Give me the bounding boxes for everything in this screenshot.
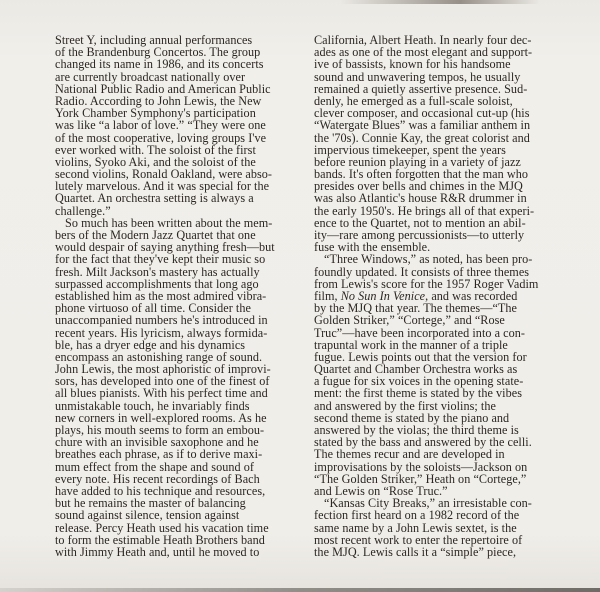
- line-text: Radio. According to John Lewis, the New: [55, 93, 262, 108]
- line-text: denly, he emerged as a full-scale soloist,: [314, 93, 513, 108]
- line-text: established him as the most admired vibra-: [55, 288, 267, 303]
- line-text: all blues pianists. With his perfect time and: [55, 386, 268, 401]
- line-text: second violins, Ronald Oakland, were abso-: [55, 167, 273, 182]
- line-text: are currently broadcast nationally over: [55, 69, 246, 84]
- line-text: plays, his mouth seems to form an embou-: [55, 423, 265, 437]
- line-text: , and was recorded: [425, 288, 518, 303]
- line-text: by the MJQ that year. The themes—“The: [314, 301, 518, 316]
- line-text: encompass an astonishing range of sound.: [55, 349, 263, 364]
- line-text: with Jimmy Heath and, until he moved to: [55, 544, 260, 559]
- line-text: a fugue for six voices in the opening state-: [314, 374, 524, 389]
- line-text: challenge.”: [55, 203, 111, 218]
- line-text: sors, has developed into one of the finest of: [55, 374, 270, 389]
- line-text: film,: [314, 288, 341, 303]
- page-edge-shadow: [340, 0, 540, 4]
- line-text: ble, has a dryer edge and his dynamics: [55, 337, 246, 352]
- line-text: ity—rare among percussionists—to utterly: [314, 228, 525, 242]
- line-text: Quartet. An orchestra setting is always a: [55, 191, 254, 206]
- line-text: The themes recur and are developed in: [314, 447, 505, 462]
- text-line: [314, 546, 554, 558]
- line-text: same name by a John Lewis sextet, is the: [314, 520, 517, 535]
- line-text: remained a quietly assertive presence. Sud-: [314, 81, 528, 96]
- line-text: York Chamber Symphony's participation: [55, 106, 256, 121]
- line-text: ever worked with. The soloist of the first: [55, 142, 256, 157]
- line-text: fection first heard on a 1982 record of the: [314, 508, 520, 523]
- line-text: the '70s). Connie Kay, the great colorist and: [314, 130, 530, 145]
- line-text: sound and unwavering tempos, he usually: [314, 69, 521, 84]
- line-text: release. Percy Heath used his vacation time: [55, 520, 269, 535]
- line-text: ades as one of the most elegant and support-: [314, 45, 533, 60]
- line-text: So much has been written about the mem-: [65, 215, 273, 230]
- line-text: breathes each phrase, as if to derive maxi-: [55, 447, 263, 462]
- line-text: fresh. Milt Jackson's mastery has actually: [55, 264, 260, 279]
- line-text: the MJQ. Lewis calls it a “simple” piece,: [314, 544, 517, 559]
- text-line: [55, 546, 295, 558]
- line-text: John Lewis, the most aphoristic of improvi-: [55, 362, 271, 377]
- line-text: unmistakable touch, he invariably finds: [55, 398, 250, 413]
- line-text: would despair of saying anything fresh—but: [55, 240, 275, 255]
- line-text: from Lewis's score for the 1957 Roger Vadim: [314, 276, 539, 291]
- line-text: of the Brandenburg Concertos. The group: [55, 45, 261, 60]
- line-text: “Kansas City Breaks,” an irresistable con-: [324, 496, 532, 511]
- line-text: Golden Striker,” “Cortege,” and “Rose: [314, 313, 505, 328]
- film-title: No Sun In Venice: [340, 288, 426, 303]
- line-text: the early 1950's. He brings all of that experi-: [314, 203, 535, 218]
- line-text: clever composer, and occasional cut-up (his: [314, 106, 530, 121]
- line-text: “The Golden Striker,” Heath on “Cortege,”: [314, 471, 527, 486]
- line-text: ive of bassists, known for his handsome: [314, 57, 511, 72]
- line-text: unaccompanied numbers he's introduced in: [55, 313, 268, 328]
- line-text: foundly updated. It consists of three themes: [314, 264, 530, 279]
- line-text: fugue. Lewis points out that the version for: [314, 349, 527, 364]
- line-text: Truc”—have been incorporated into a con-: [314, 325, 526, 340]
- line-text: every note. His recent recordings of Bach: [55, 471, 260, 486]
- line-text: lutely marvelous. And it was special for the: [55, 179, 270, 194]
- line-text: phone virtuoso of all time. Consider the: [55, 301, 251, 316]
- line-text: National Public Radio and American Public: [55, 81, 271, 96]
- line-text: trapuntal work in the manner of a triple: [314, 337, 508, 352]
- line-text: but he remains the master of balancing: [55, 496, 246, 511]
- line-text: was also Atlantic's house R&R drummer in: [314, 191, 527, 206]
- line-text: chure with an invisible saxophone and he: [55, 435, 259, 450]
- text-column-left: [55, 34, 295, 558]
- text-column-right: [314, 34, 554, 558]
- line-text: most recent work to enter the repertoire of: [314, 532, 523, 547]
- line-text: to form the estimable Heath Brothers band: [55, 532, 265, 547]
- line-text: presides over bells and chimes in the MJQ: [314, 179, 523, 194]
- page-edge-shadow: [0, 588, 600, 592]
- line-text: Quartet and Chamber Orchestra works as: [314, 362, 518, 377]
- line-text: answered by the violas; the third theme is: [314, 423, 519, 437]
- line-text: bands. It's often forgotten that the man who: [314, 167, 529, 182]
- line-text: second theme is stated by the piano and: [314, 410, 510, 425]
- line-text: surpassed accomplishments that long ago: [55, 276, 259, 291]
- line-text: fuse with the ensemble.: [314, 240, 431, 255]
- line-text: California, Albert Heath. In nearly four dec-: [314, 33, 532, 47]
- line-text: ence to the Quartet, not to mention an abil-: [314, 215, 526, 230]
- line-text: new corners in well-explored rooms. As he: [55, 410, 267, 425]
- line-text: mum effect from the shape and sound of: [55, 459, 254, 474]
- line-text: before reunion playing in a variety of jazz: [314, 154, 521, 169]
- line-text: stated by the bass and answered by the celli.: [314, 435, 532, 450]
- line-text: for the fact that they've kept their music so: [55, 252, 266, 267]
- line-text: violins, Syoko Aki, and the soloist of the: [55, 154, 256, 169]
- line-text: changed its name in 1986, and its concerts: [55, 57, 264, 72]
- line-text: recent years. His lyricism, always formida-: [55, 325, 268, 340]
- line-text: of the most cooperative, loving groups I've: [55, 130, 267, 145]
- line-text: sound against silence, tension against: [55, 508, 240, 523]
- line-text: was like “a labor of love.” “They were one: [55, 118, 266, 133]
- line-text: Street Y, including annual performances: [55, 33, 253, 47]
- line-text: and Lewis on “Rose Truc.”: [314, 483, 448, 498]
- line-text: impervious timekeeper, spent the years: [314, 142, 506, 157]
- line-text: improvisations by the soloists—Jackson on: [314, 459, 528, 474]
- line-text: have added to his technique and resources,: [55, 483, 266, 498]
- line-text: “Three Windows,” as noted, has been pro-: [324, 252, 533, 267]
- line-text: and answered by the first violins; the: [314, 398, 496, 413]
- line-text: “Watergate Blues” was a familiar anthem in: [314, 118, 531, 133]
- line-text: ment: the first theme is stated by the vibes: [314, 386, 522, 401]
- line-text: bers of the Modern Jazz Quartet that one: [55, 228, 256, 242]
